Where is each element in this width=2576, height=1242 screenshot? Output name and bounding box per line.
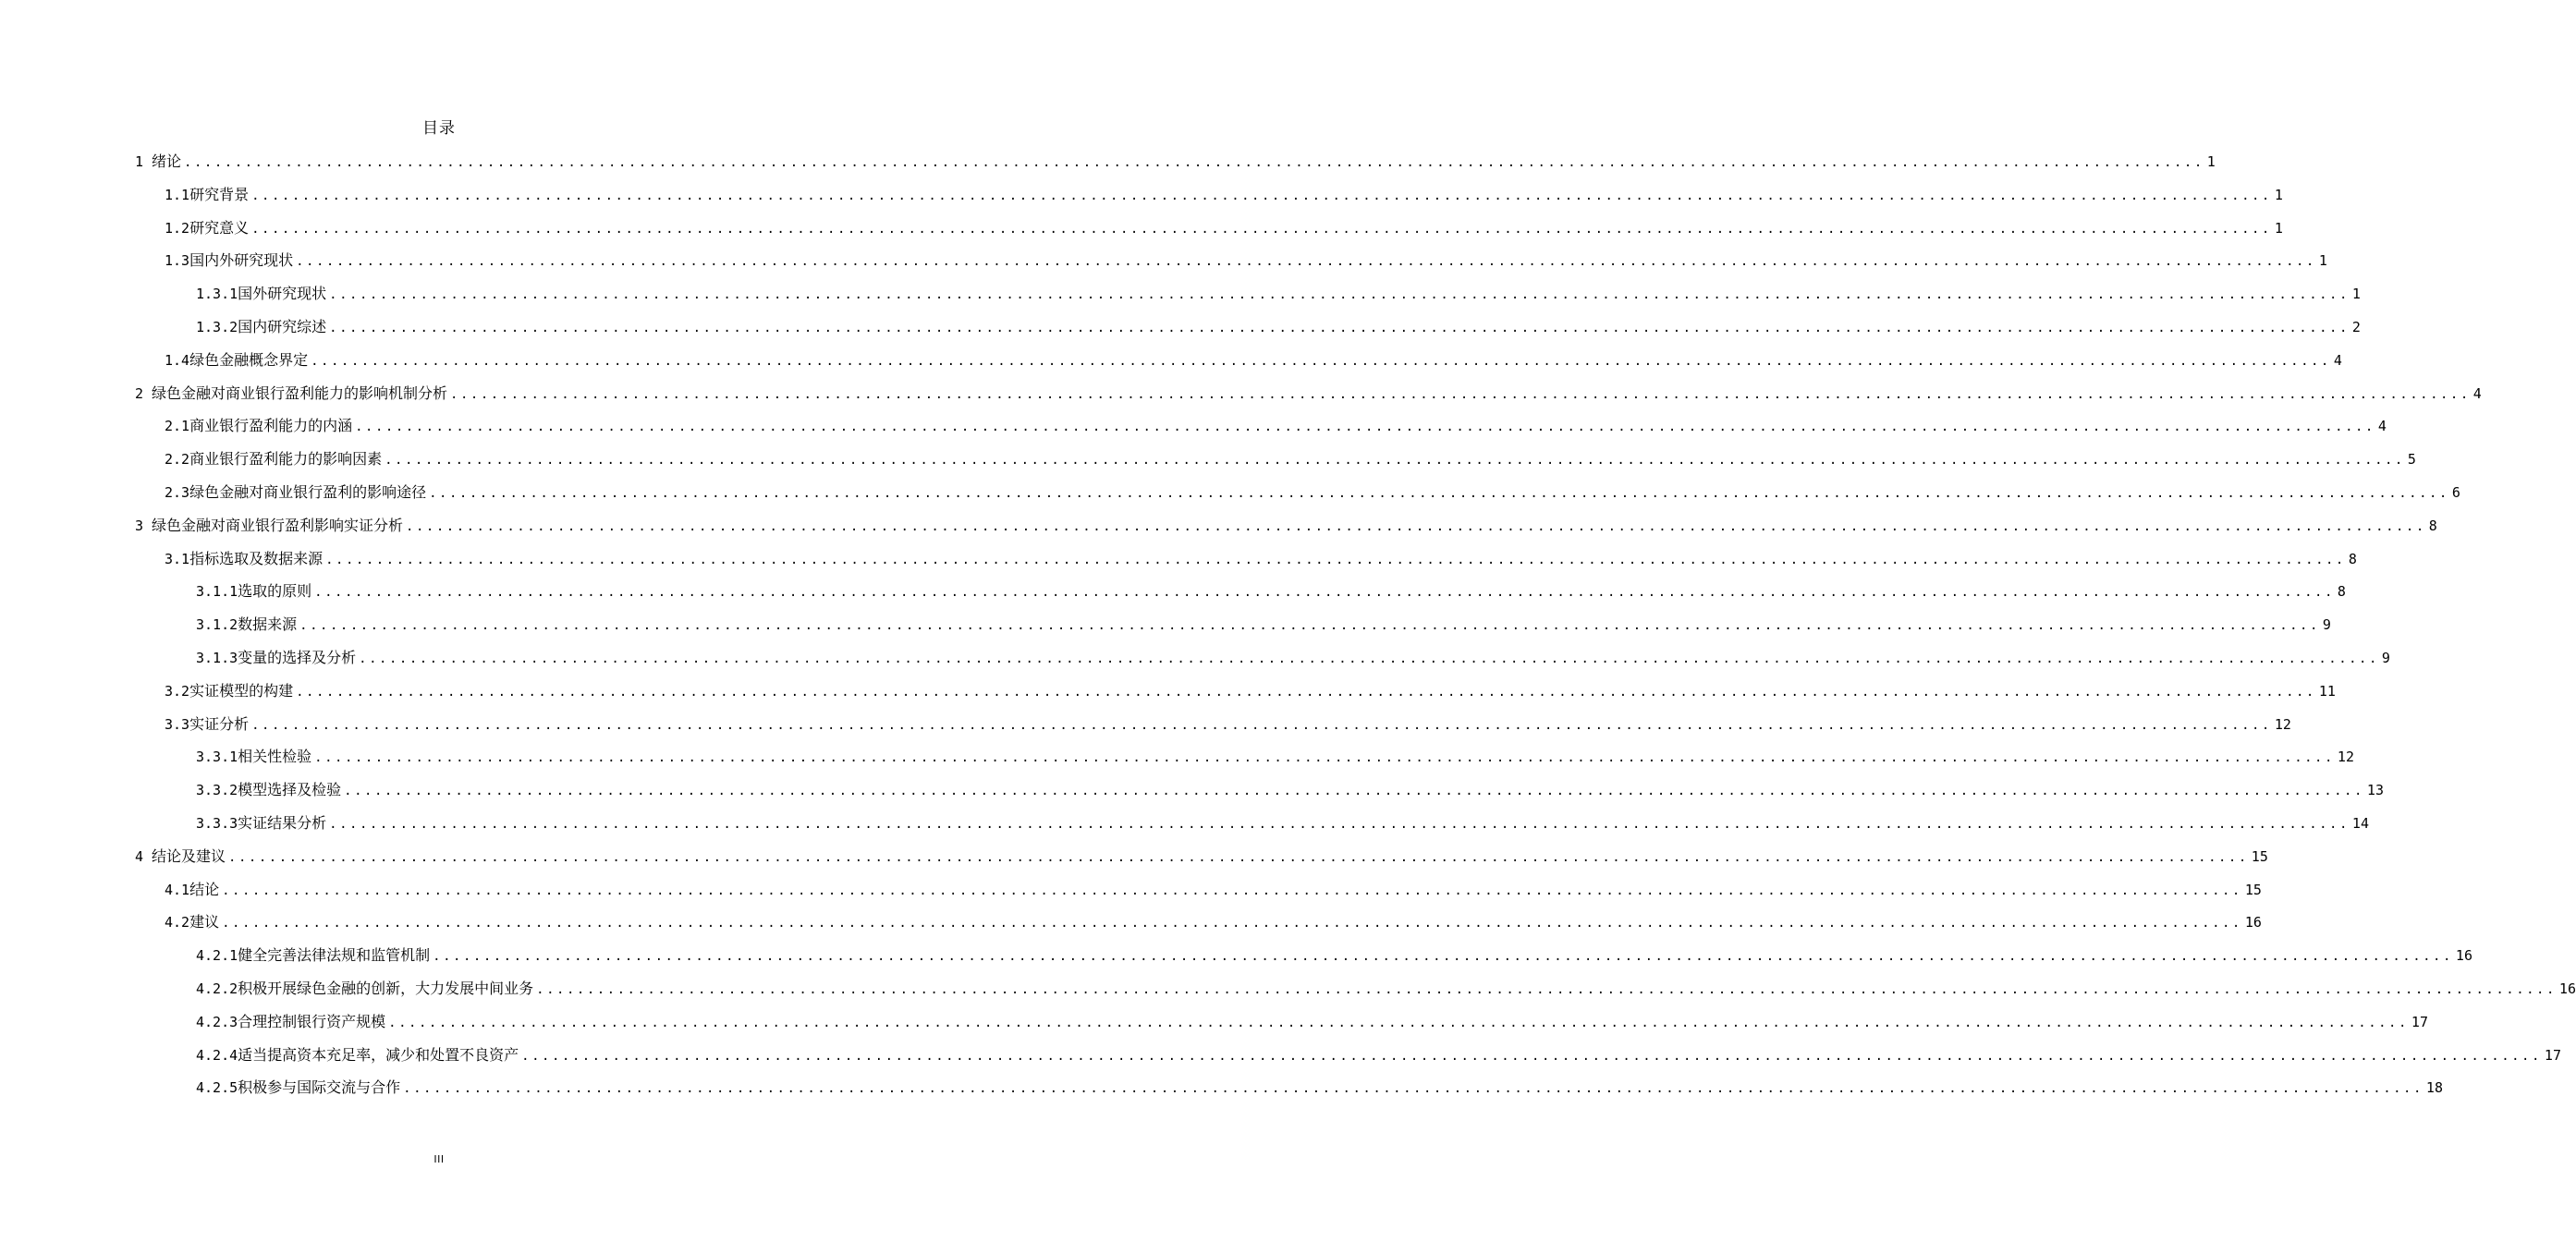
toc-entry[interactable]	[196, 740, 2354, 773]
toc-entry-title: 绿色金融对商业银行盈利影响实证分析	[152, 516, 404, 534]
toc-entry-number: 3.1	[165, 550, 190, 567]
toc-leader-dots: ........................................................................................................................................................................................................	[388, 1015, 2409, 1030]
toc-leader-dots: ........................................................................................................................................................................................................	[450, 386, 2471, 402]
toc-entry-number: 4.2.1	[196, 947, 238, 965]
toc-entry[interactable]	[196, 575, 2346, 608]
toc-entry[interactable]	[165, 542, 2357, 576]
toc-entry-number: 4.2.4	[196, 1046, 238, 1064]
toc-entry-title: 实证结果分析	[238, 814, 327, 832]
toc-leader-dots: ........................................................................................................................................................................................................	[299, 618, 2320, 634]
toc-leader-dots: ........................................................................................................................................................................................................	[403, 1081, 2423, 1097]
toc-entry-number: 1.3.2	[196, 319, 238, 335]
toc-entry[interactable]	[196, 807, 2369, 840]
toc-leader-dots: ........................................................................................................................................................................................................	[385, 453, 2405, 469]
toc-entry-title: 研究背景	[189, 185, 250, 203]
toc-entry[interactable]	[135, 377, 2482, 410]
toc-entry[interactable]	[196, 939, 2472, 972]
toc-entry[interactable]	[165, 476, 2460, 509]
toc-entry-title: 绪论	[152, 152, 182, 170]
toc-entry-page: 9	[2322, 616, 2331, 634]
toc-entry[interactable]	[196, 608, 2331, 641]
toc-entry-number: 3.1.2	[196, 616, 238, 634]
toc-entry-title: 实证模型的构建	[189, 681, 294, 700]
toc-entry-title: 绿色金融对商业银行盈利能力的影响机制分析	[152, 384, 448, 402]
toc-entry-page: 1	[2274, 186, 2283, 203]
toc-entry-title: 指标选取及数据来源	[189, 549, 324, 567]
toc-entry-page: 1	[2274, 219, 2283, 237]
toc-leader-dots: ........................................................................................................................................................................................................	[359, 651, 2379, 666]
toc-leader-dots: ........................................................................................................................................................................................................	[251, 188, 2272, 203]
toc-entry-number: 3.3.1	[196, 749, 238, 766]
toc-entry-page: 4	[2472, 384, 2482, 402]
toc-leader-dots: ........................................................................................................................................................................................................	[433, 949, 2453, 965]
toc-entry-page: 8	[2348, 550, 2357, 567]
toc-entry-number: 4.2.5	[196, 1079, 238, 1097]
toc-entry-number: 4	[135, 847, 144, 865]
toc-entry-title: 模型选择及检验	[238, 781, 342, 799]
toc-entry-number: 3.2	[165, 682, 190, 700]
toc-entry-title: 变量的选择及分析	[238, 649, 357, 666]
toc-entry[interactable]	[165, 906, 2262, 939]
toc-entry-number: 1.4	[165, 351, 190, 369]
toc-entry[interactable]	[196, 972, 2576, 1005]
toc-entry-title: 适当提高资本充足率，减少和处置不良资产	[238, 1045, 519, 1064]
toc-entry-title: 相关性检验	[238, 748, 312, 766]
toc-entry-title: 绿色金融概念界定	[189, 350, 309, 369]
toc-entry[interactable]	[196, 277, 2361, 310]
toc-entry[interactable]	[165, 178, 2283, 212]
toc-entry-title: 结论	[189, 880, 220, 898]
toc-entry-title: 建议	[189, 913, 220, 932]
toc-entry-number: 2.1	[165, 418, 190, 435]
toc-entry[interactable]	[196, 641, 2390, 675]
toc-entry-page: 13	[2366, 782, 2384, 799]
toc-entry-number: 2.2	[165, 451, 190, 469]
toc-leader-dots: ........................................................................................................................................................................................................	[429, 486, 2449, 501]
toc-entry-page: 6	[2451, 484, 2460, 501]
toc-entry-number: 3.3.2	[196, 782, 238, 799]
toc-entry-number: 3.1.3	[196, 650, 238, 666]
toc-leader-dots: ........................................................................................................................................................................................................	[251, 717, 2272, 733]
toc-entry[interactable]	[165, 409, 2387, 443]
toc-entry-title: 积极开展绿色金融的创新，大力发展中间业务	[238, 980, 534, 997]
toc-title: 目录	[422, 119, 456, 138]
toc-leader-dots: ........................................................................................................................................................................................................	[222, 883, 2242, 898]
toc-entry-page: 14	[2351, 815, 2369, 832]
toc-entry-number: 4.2.3	[196, 1013, 238, 1030]
toc-entry-number: 1.1	[165, 186, 190, 203]
toc-entry[interactable]	[135, 145, 2216, 178]
toc-entry[interactable]	[196, 1039, 2561, 1072]
toc-leader-dots: ........................................................................................................................................................................................................	[329, 321, 2350, 335]
toc-entry-title: 结论及建议	[152, 846, 226, 865]
toc-entry-page: 12	[2337, 749, 2354, 766]
toc-leader-dots: ........................................................................................................................................................................................................	[314, 750, 2335, 766]
toc-entry-title: 合理控制银行资产规模	[238, 1012, 386, 1030]
toc-entry-title: 国内研究综述	[238, 318, 327, 335]
toc-entry-number: 3.1.1	[196, 583, 238, 601]
toc-leader-dots: ........................................................................................................................................................................................................	[228, 849, 2249, 865]
toc-entry-title: 国外研究现状	[238, 285, 327, 303]
toc-entry-page: 15	[2251, 847, 2268, 865]
toc-entry-page: 12	[2274, 715, 2291, 733]
toc-entry-number: 2	[135, 384, 144, 402]
toc-leader-dots: ........................................................................................................................................................................................................	[406, 518, 2426, 534]
toc-entry-title: 积极参与国际交流与合作	[238, 1078, 401, 1097]
toc-entry[interactable]	[165, 873, 2262, 907]
toc-entry-number: 1.3.1	[196, 286, 238, 303]
toc-entry[interactable]	[196, 310, 2361, 344]
toc-leader-dots: ........................................................................................................................................................................................................	[344, 784, 2364, 799]
toc-entry-number: 4.1	[165, 881, 190, 898]
toc-leader-dots: ........................................................................................................................................................................................................	[222, 916, 2242, 932]
toc-entry-number: 4.2.2	[196, 980, 238, 997]
toc-entry-page: 4	[2333, 351, 2342, 369]
toc-entry-page: 1	[2206, 153, 2216, 170]
toc-entry-page: 4	[2377, 418, 2387, 435]
toc-entry-page: 16	[2244, 914, 2262, 932]
toc-leader-dots: ........................................................................................................................................................................................................	[329, 817, 2350, 832]
toc-entry-page: 16	[2455, 947, 2472, 965]
toc-entry-page: 1	[2351, 286, 2361, 303]
toc-leader-dots: ........................................................................................................................................................................................................	[521, 1048, 2542, 1064]
toc-entry-page: 8	[2428, 517, 2437, 534]
toc-leader-dots: ........................................................................................................................................................................................................	[329, 287, 2350, 303]
toc-entry[interactable]	[196, 773, 2384, 807]
toc-entry-title: 国内外研究现状	[189, 251, 294, 270]
toc-leader-dots: ........................................................................................................................................................................................................	[251, 221, 2272, 237]
toc-entry-page: 17	[2411, 1013, 2428, 1030]
toc-entry-page: 11	[2318, 682, 2336, 700]
toc-entry[interactable]	[165, 212, 2283, 245]
toc-entry-number: 1.2	[165, 219, 190, 237]
toc-entry-page: 18	[2425, 1079, 2443, 1097]
toc-entry[interactable]	[196, 1071, 2443, 1104]
toc-entry-page: 16	[2558, 980, 2576, 997]
toc-entry-number: 2.3	[165, 484, 190, 501]
toc-leader-dots: ........................................................................................................................................................................................................	[314, 585, 2335, 601]
toc-entry[interactable]	[135, 509, 2437, 542]
toc-entry-page: 1	[2318, 252, 2327, 270]
toc-entry-number: 4.2	[165, 914, 190, 932]
toc-leader-dots: ........................................................................................................................................................................................................	[311, 353, 2331, 369]
toc-entry-page: 2	[2351, 319, 2361, 335]
toc-entry-title: 实证分析	[189, 714, 250, 733]
toc-leader-dots: ........................................................................................................................................................................................................	[536, 982, 2557, 997]
toc-entry[interactable]	[165, 244, 2327, 277]
toc-leader-dots: ........................................................................................................................................................................................................	[325, 552, 2346, 567]
toc-entry-title: 绿色金融对商业银行盈利的影响途径	[189, 483, 427, 501]
toc-entry[interactable]	[165, 344, 2342, 377]
toc-entry-number: 1.3	[165, 252, 190, 270]
toc-entry-number: 3.3	[165, 715, 190, 733]
toc-entry-page: 5	[2407, 451, 2416, 469]
toc-leader-dots: ........................................................................................................................................................................................................	[296, 684, 2316, 700]
toc-entry-page: 15	[2244, 881, 2262, 898]
toc-entry-title: 商业银行盈利能力的内涵	[189, 417, 353, 435]
toc-leader-dots: ........................................................................................................................................................................................................	[355, 420, 2375, 435]
toc-entry-title: 研究意义	[189, 218, 250, 237]
toc-entry-title: 数据来源	[238, 615, 298, 634]
toc-entry-number: 3.3.3	[196, 815, 238, 832]
toc-entry-number: 3	[135, 517, 144, 534]
toc-entry-page: 9	[2381, 650, 2390, 666]
toc-leader-dots: ........................................................................................................................................................................................................	[184, 155, 2204, 170]
toc-entry-number: 1	[135, 153, 144, 170]
toc-leader-dots: ........................................................................................................................................................................................................	[296, 254, 2316, 270]
toc-entry[interactable]	[196, 1005, 2428, 1039]
toc-entry[interactable]	[165, 708, 2291, 741]
toc-entry-page: 17	[2544, 1046, 2561, 1064]
toc-entry[interactable]	[165, 443, 2416, 476]
toc-entry-title: 商业银行盈利能力的影响因素	[189, 450, 383, 469]
toc-entry-page: 8	[2337, 583, 2346, 601]
toc-entry[interactable]	[165, 675, 2336, 708]
toc-entry[interactable]	[135, 840, 2268, 873]
toc-entry-title: 选取的原则	[238, 582, 312, 601]
toc-entry-title: 健全完善法律法规和监管机制	[238, 946, 431, 965]
page-number: III	[433, 1153, 445, 1165]
